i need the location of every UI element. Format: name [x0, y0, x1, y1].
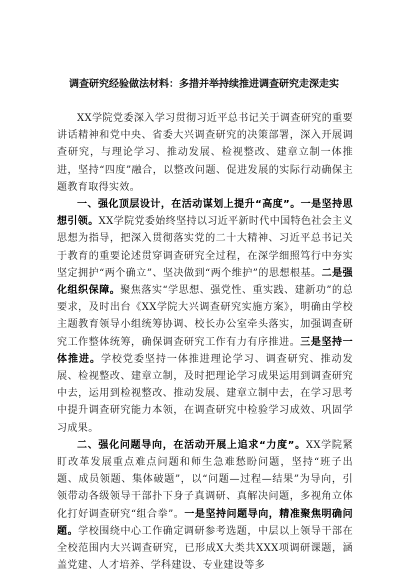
section-heading-text: 二、强化问题导向，在活动开展上追求“力度”。: [77, 439, 306, 451]
section-heading-text: 二是强化组织保障。: [57, 267, 354, 297]
document-title: 调查研究经验做法材料：多措并举持续推进调查研究走深走实: [69, 79, 339, 90]
paragraph-text: 聚焦落实“学思想、强党性、重实践、建新功”的总要求，及时出台《XX学院大兴调查研究实施方案》，明确由学校主题教育领导小组统筹协调、校长办公室牵头落实，加强调查研究工作整体统筹，确保调查研究工作有力有序推进。: [57, 285, 353, 348]
section-heading-text: 一、强化顶层设计，在活动谋划上提升“高度”。一是坚持思想引领。: [57, 199, 353, 228]
body-paragraph: [57, 196, 353, 437]
paragraph-text: 学校党委坚持一体推进理论学习、调查研究、推动发展、检视整改、建章立制，及时把理论学习成果运用到调查研究中去，运用到检视整改、推动发展、建章立制中去，在学习思考中提升调查研究能力本领，在调查研究中检验学习成效、巩固学习成果。: [57, 353, 353, 434]
paragraph-text: XX学院党委始终坚持以习近平新时代中国特色社会主义思想为指导，把深入贯彻落实党的二十大精神、习近平总书记关于教育的重要论述贯穿调查研究全过程，在深学细照笃行中夯实坚定拥护“两个确立”、坚决做到“两个维护”的思想根基。: [57, 216, 353, 279]
body-paragraph: [57, 437, 353, 575]
body-paragraph: [57, 110, 353, 196]
document-body: [57, 110, 353, 574]
paragraph-text: XX学院紧盯改革发展重点难点问题和师生急难愁盼问题，坚持“班子出题、成员领题、集体破题”，以“问题—过程—结果”为导向，引领带动各级领导干部扑下身子真调研、真解决问题，多视角立体化打好调查研究“组合拳”。: [57, 439, 353, 520]
paragraph-text: 学校围绕中心工作确定调研参考选题，中层以上领导干部在全校范围内大兴调查研究，已形成X大类共XXX项调研课题，涵盖党建、人才培养、学科建设、专业建设等多: [57, 525, 353, 572]
section-heading-text: 三是坚持一体推进。: [57, 336, 354, 365]
paragraph-text: XX学院党委深入学习贯彻习近平总书记关于调查研究的重要讲话精神和党中央、省委大兴调查研究的决策部署，深入开展调查研究，与理论学习、推动发展、检视整改、建章立制一体推进，坚持“四度”融合，以整改问题、促进发展的实际行动确保主题教育取得实效。: [57, 113, 353, 193]
section-heading-text: 一是坚持问题导向，精准聚焦明确问题。: [57, 508, 353, 537]
